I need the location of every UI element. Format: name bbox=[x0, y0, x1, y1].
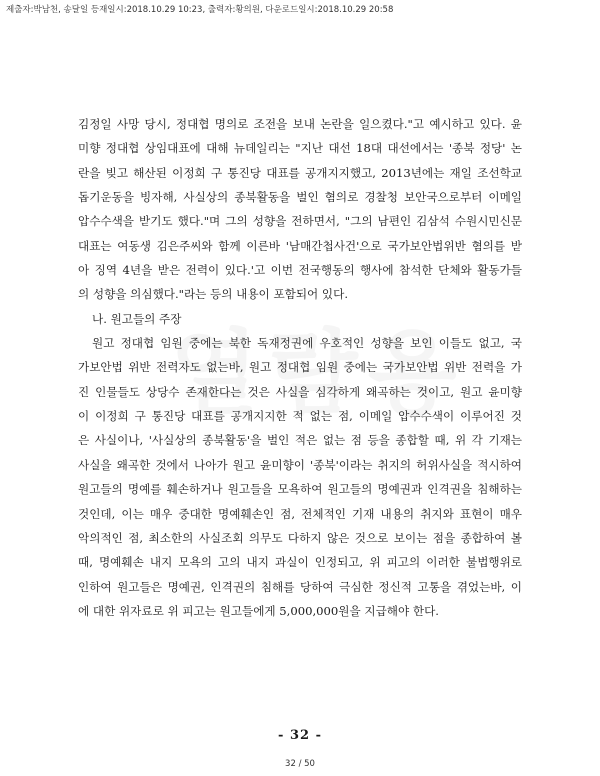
text-line: 란을 빚고 해산된 이정희 구 통진당 대표를 공개지지했고, 2013년에는 재일 조선학교 bbox=[78, 165, 522, 180]
text-line: 이 이정희 구 통진당 대표를 공개지지한 적 없는 점, 이메일 압수수색이 이루어진 것 bbox=[78, 409, 522, 424]
page-number: - 32 - bbox=[278, 728, 322, 743]
section-heading: 나. 원고들의 주장 bbox=[92, 311, 182, 326]
text-line: 의 성향을 의심했다."라는 등의 내용이 포함되어 있다. bbox=[78, 287, 349, 302]
text-line: 진 인물들도 상당수 존재한다는 것은 사실을 심각하게 왜곡하는 것이고, 원고 윤미향 bbox=[78, 384, 522, 399]
text-line: 에 대한 위자료로 위 피고는 원고들에게 5,000,000원을 지급해야 한다. bbox=[78, 603, 439, 618]
text-line: 대표는 여동생 김은주씨와 함께 이른바 '남매간첩사건'으로 국가보안법위반 혐의를 받 bbox=[78, 238, 522, 253]
text-line: 때, 명예훼손 내지 모욕의 고의 내지 과실이 인정되고, 위 피고의 이러한 불법행위로 bbox=[78, 555, 522, 570]
text-line: 원고들의 명예를 훼손하거나 원고들을 모욕하여 원고들의 명예권과 인격권을 침해하는 bbox=[78, 482, 522, 497]
text-line: 김정일 사망 당시, 정대협 명의로 조전을 보내 논란을 일으켰다."고 예시하고 있다. 윤 bbox=[78, 117, 522, 131]
text-line: 원고 정대협 임원 중에는 북한 독재정권에 우호적인 성향을 보인 이들도 없고, 국 bbox=[92, 336, 522, 351]
text-line: 압수수색을 받기도 했다."며 그의 성향을 전하면서, "그의 남편인 김삼석 수원시민신문 bbox=[78, 214, 522, 229]
page-counter: 32 / 50 bbox=[285, 759, 315, 769]
text-line: 악의적인 점, 최소한의 사실조회 의무도 다하지 않은 것으로 보이는 점을 종합하여 볼 bbox=[78, 530, 522, 545]
text-line: 사실을 왜곡한 것에서 나아가 원고 윤미향이 '종북'이라는 취지의 허위사실을 적시하여 bbox=[78, 457, 522, 472]
paragraph-2 bbox=[78, 331, 522, 623]
document-body bbox=[78, 112, 522, 623]
paragraph-1 bbox=[78, 112, 522, 307]
text-line: 은 사실이나, '사실상의 종북활동'을 벌인 적은 없는 점 등을 종합할 때, 위 각 기재는 bbox=[78, 433, 522, 448]
text-line: 미향 정대협 상임대표에 대해 뉴데일리는 "지난 대선 18대 대선에서는 '종북 정당' 논 bbox=[78, 141, 522, 156]
text-line: 아 징역 4년을 받은 전력이 있다.'고 이번 전국행동의 행사에 참석한 단체와 활동가들 bbox=[78, 263, 522, 278]
document-header-info: 제출자:박남천, 송달일 등재일시:2018.10.29 10:23, 출력자:황의원, 다운로드일시:2018.10.29 20:58 bbox=[6, 5, 394, 15]
text-line: 인하여 원고들은 명예권, 인격권의 침해를 당하여 극심한 정신적 고통을 겪었는바, 이 bbox=[78, 579, 522, 594]
text-line: 것인데, 이는 매우 중대한 명예훼손인 점, 전체적인 기재 내용의 취지와 표현이 매우 bbox=[78, 506, 522, 521]
text-line: 가보안법 위반 전력자도 없는바, 원고 정대협 임원 중에는 국가보안법 위반 전력을 가 bbox=[78, 360, 522, 375]
text-line: 돕기운동을 빙자해, 사실상의 종북활동을 벌인 혐의로 경찰청 보안국으로부터 이메일 bbox=[78, 190, 522, 205]
